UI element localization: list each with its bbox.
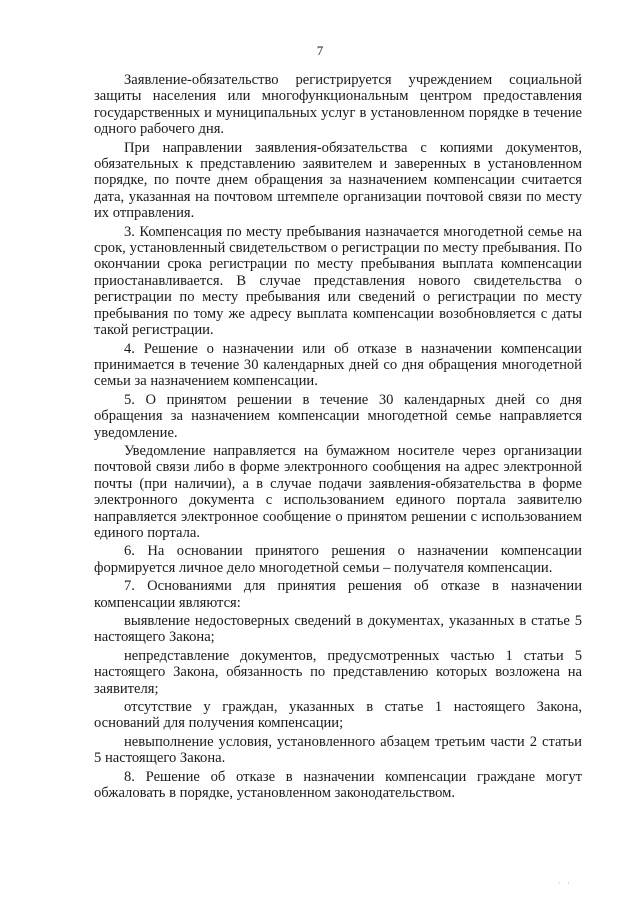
- page-number: 7: [316, 43, 324, 58]
- paragraph: При направлении заявления-обязательства с копиями документов, обязательных к представлению заявителем и заверенных в установленном порядке, по почте днем обращения за назначением компенсации считается дата, указанная на почтовом штемпеле организации почтовой связи по месту их отправления.: [94, 139, 582, 222]
- paragraph: 8. Решение об отказе в назначении компенсации граждане могут обжаловать в порядке, установленном законодательством.: [94, 768, 582, 802]
- paragraph: Уведомление направляется на бумажном носителе через организации почтовой связи либо в форме электронного сообщения на адрес электронной почты (при наличии), а в случае подачи заявления-обязательства в форме электронного документа с использованием единого портала заявителю направляется электронное сообщение о принятом решении с использованием единого портала.: [94, 442, 582, 541]
- list-item: отсутствие у граждан, указанных в статье 1 настоящего Закона, оснований для получения компенсации;: [94, 699, 582, 732]
- paragraph: 4. Решение о назначении или об отказе в назначении компенсации принимается в течение 30 календарных дней со дня обращения многодетной семьи за назначением компенсации.: [94, 340, 582, 390]
- list-item: непредставление документов, предусмотренных частью 1 статьи 5 настоящего Закона, обязанность по представлению которых возложена на заявителя;: [94, 647, 582, 697]
- paragraph: 3. Компенсация по месту пребывания назначается многодетной семье на срок, установленный свидетельством о регистрации по месту пребывания. По окончании срока регистрации по месту пребывания выплата компенсации приостанавливается. В случае представления нового свидетельства о регистрации по месту пребывания или сведений о регистрации по месту пребывания по тому же адресу выплата компенсации возобновляется с даты такой регистрации.: [94, 223, 582, 339]
- paragraph: 6. На основании принятого решения о назначении компенсации формируется личное дело многодетной семьи – получателя компенсации.: [94, 543, 582, 576]
- list-item: выявление недостоверных сведений в документах, указанных в статье 5 настоящего Закона;: [94, 613, 582, 646]
- document-body: [94, 72, 582, 803]
- paragraph: 7. Основаниями для принятия решения об отказе в назначении компенсации являются:: [94, 578, 582, 611]
- scan-artifact: · ·: [557, 878, 572, 888]
- list-item: невыполнение условия, установленного абзацем третьим части 2 статьи 5 настоящего Закона.: [94, 733, 582, 767]
- paragraph: Заявление-обязательство регистрируется учреждением социальной защиты населения или многофункциональным центром предоставления государственных и муниципальных услуг в установленном порядке в течение одного рабочего дня.: [94, 72, 582, 138]
- paragraph: 5. О принятом решении в течение 30 календарных дней со дня обращения за назначением компенсации многодетной семье направляется уведомление.: [94, 391, 582, 441]
